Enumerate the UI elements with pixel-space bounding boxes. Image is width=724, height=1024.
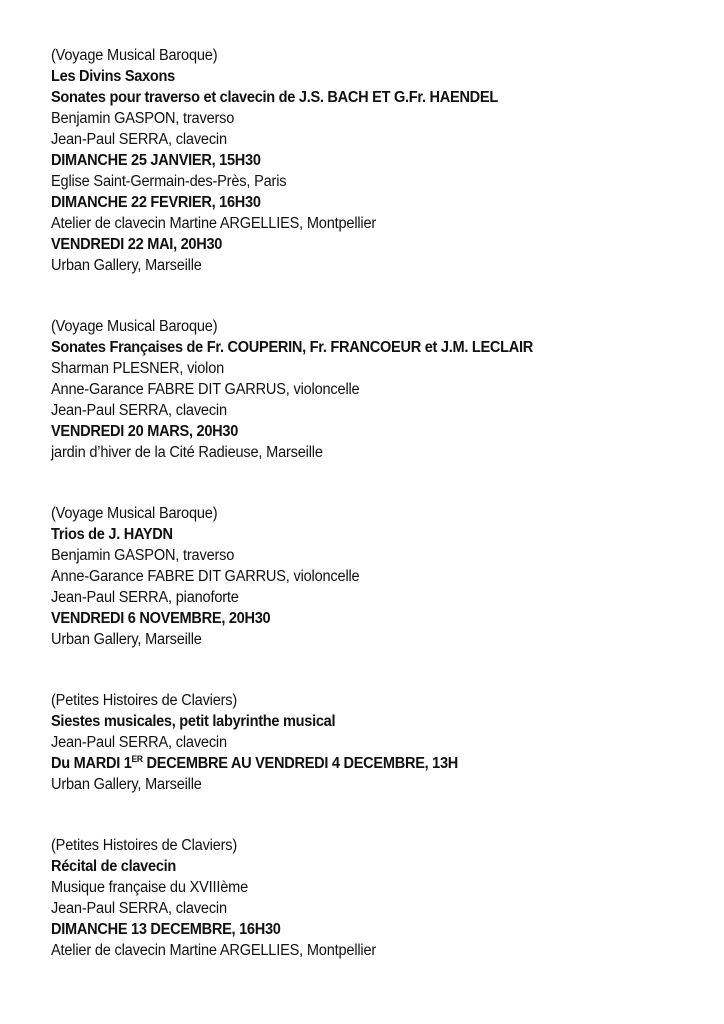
performer: Jean-Paul SERRA, clavecin	[51, 131, 227, 148]
event-block	[51, 835, 711, 961]
event-venue: Urban Gallery, Marseille	[51, 257, 202, 274]
performer: Jean-Paul SERRA, clavecin	[51, 402, 227, 419]
program-title: Récital de clavecin	[51, 858, 177, 875]
event-block	[51, 316, 711, 463]
program-subtitle: Sonates pour traverso et clavecin de J.S. BACH ET G.Fr. HAENDEL	[51, 89, 498, 106]
event-date-rest: DECEMBRE AU VENDREDI 4 DECEMBRE, 13H	[142, 755, 459, 772]
event-venue: Atelier de clavecin Martine ARGELLIES, Montpellier	[51, 942, 377, 959]
performer: Anne-Garance FABRE DIT GARRUS, violoncelle	[51, 568, 360, 585]
event-venue: Urban Gallery, Marseille	[51, 631, 202, 648]
event-block	[51, 690, 711, 795]
event-venue: Urban Gallery, Marseille	[51, 776, 202, 793]
event-date: DIMANCHE 25 JANVIER, 15H30	[51, 152, 261, 169]
program-subtitle: Musique française du XVIIIème	[51, 879, 249, 896]
performer: Jean-Paul SERRA, clavecin	[51, 900, 227, 917]
ordinal-superscript: ER	[131, 754, 143, 764]
event-date: DIMANCHE 13 DECEMBRE, 16H30	[51, 921, 281, 938]
performer: Jean-Paul SERRA, clavecin	[51, 734, 227, 751]
series-label: (Petites Histoires de Claviers)	[51, 692, 238, 709]
performer: Jean-Paul SERRA, pianoforte	[51, 589, 239, 606]
program-title: Sonates Françaises de Fr. COUPERIN, Fr. FRANCOEUR et J.M. LECLAIR	[51, 339, 534, 356]
event-venue: Atelier de clavecin Martine ARGELLIES, Montpellier	[51, 215, 377, 232]
performer: Sharman PLESNER, violon	[51, 360, 225, 377]
event-date: VENDREDI 20 MARS, 20H30	[51, 423, 239, 440]
program-title: Siestes musicales, petit labyrinthe musical	[51, 713, 336, 730]
program-title: Les Divins Saxons	[51, 68, 175, 85]
event-date: VENDREDI 22 MAI, 20H30	[51, 236, 223, 253]
event-venue: jardin d’hiver de la Cité Radieuse, Marseille	[51, 444, 323, 461]
series-label: (Voyage Musical Baroque)	[51, 47, 218, 64]
series-label: (Voyage Musical Baroque)	[51, 318, 218, 335]
event-block	[51, 45, 711, 276]
event-block	[51, 503, 711, 650]
concert-listing	[51, 45, 711, 961]
performer: Anne-Garance FABRE DIT GARRUS, violoncelle	[51, 381, 360, 398]
series-label: (Voyage Musical Baroque)	[51, 505, 218, 522]
event-venue: Eglise Saint-Germain-des-Près, Paris	[51, 173, 287, 190]
performer: Benjamin GASPON, traverso	[51, 547, 235, 564]
event-date-start: Du MARDI 1	[51, 755, 132, 772]
event-date	[51, 753, 671, 774]
event-date: VENDREDI 6 NOVEMBRE, 20H30	[51, 610, 271, 627]
event-date: DIMANCHE 22 FEVRIER, 16H30	[51, 194, 261, 211]
series-label: (Petites Histoires de Claviers)	[51, 837, 238, 854]
performer: Benjamin GASPON, traverso	[51, 110, 235, 127]
program-title: Trios de J. HAYDN	[51, 526, 173, 543]
